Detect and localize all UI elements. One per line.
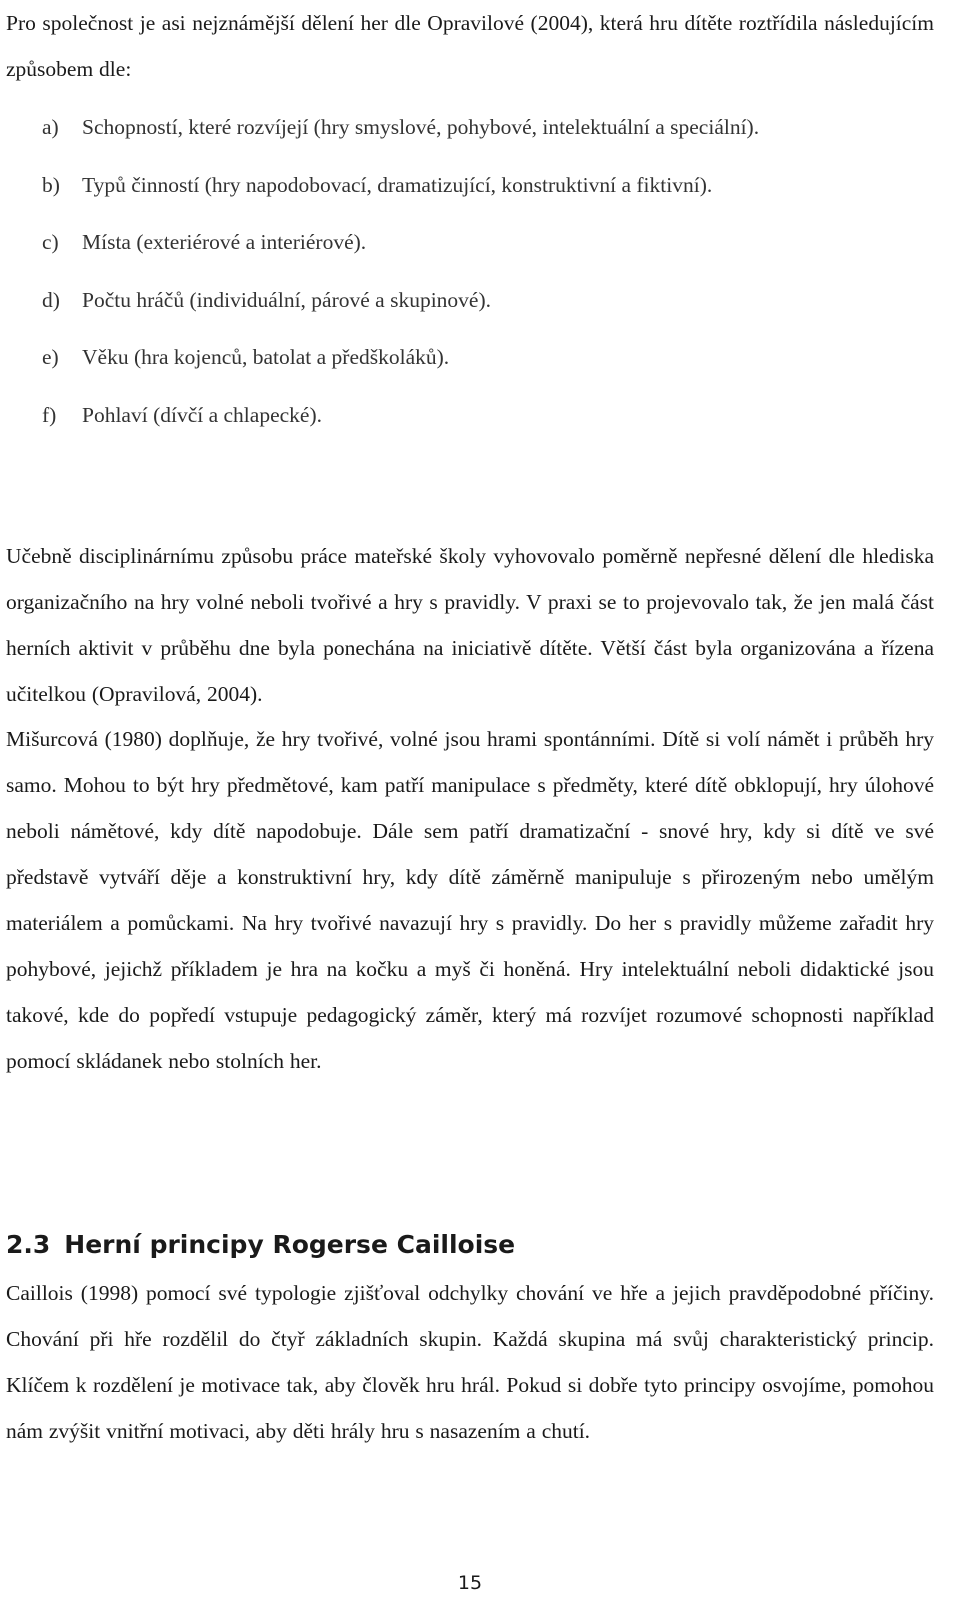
list-marker: b) <box>42 172 60 197</box>
list-item-text: Pohlaví (dívčí a chlapecké). <box>82 402 322 427</box>
list-item <box>42 162 759 220</box>
list-marker: f) <box>42 402 57 427</box>
paragraph-discipline: Učebně disciplinárnímu způsobu práce mateřské školy vyhovovalo poměrně nepřesné dělení dle hlediska organizačního na hry volné neboli tvořivé a hry s pravidly. V praxi se to projevovalo tak, že jen malá část herních aktivit v průběhu dne byla ponechána na iniciativě dítěte. Větší část byla organizována a řízena učitelkou (Opravilová, 2004). <box>6 544 934 706</box>
list-marker: a) <box>42 115 59 139</box>
page-number: 15 <box>457 1572 483 1594</box>
paragraph-caillois: Caillois (1998) pomocí své typologie zjišťoval odchylky chování ve hře a jejich pravděpodobné příčiny. Chování při hře rozdělil do čtyř základních skupin. Každá skupina má svůj charakteristický princip. Klíčem k rozdělení je motivace tak, aby člověk hru hrál. Pokud si dobře tyto principy osvojíme, pomohou nám zvýšit vnitřní motivaci, aby děti hrály hru s nasazením a chutí. <box>6 1281 934 1443</box>
paragraph-misurcova: Mišurcová (1980) doplňuje, že hry tvořivé, volné jsou hrami spontánními. Dítě si volí námět i průběh hry samo. Mohou to být hry předmětové, kam patří manipulace s předměty, které dítě obklopují, hry úlohové neboli námětové, kdy dítě napodobuje. Dále sem patří dramatizační - snové hry, kdy si dítě ve své představě vytváří děje a konstruktivní hry, kdy dítě záměrně manipuluje s přirozeným nebo umělým materiálem a pomůckami. Na hry tvořivé navazují hry s pravidly. Do her s pravidly můžeme zařadit hry pohybové, jejichž příkladem je hra na kočku a myš či honěná. Hry intelektuální neboli didaktické jsou takové, kde do popředí vstupuje pedagogický záměr, který má rozvíjet rozumové schopnosti například pomocí skládanek nebo stolních her. <box>6 727 934 1073</box>
list-item-text: Typů činností (hry napodobovací, dramatizující, konstruktivní a fiktivní). <box>82 172 713 197</box>
section-number: 2.3 <box>6 1230 51 1259</box>
section-heading <box>6 1220 515 1270</box>
game-classification-list <box>42 104 759 449</box>
list-item-text: Schopností, které rozvíjejí (hry smyslové, pohybové, intelektuální a speciální). <box>82 115 760 139</box>
list-item-text: Počtu hráčů (individuální, párové a skupinové). <box>82 287 491 312</box>
list-item-text: Věku (hra kojenců, batolat a předškoláků). <box>82 345 450 369</box>
list-marker: e) <box>42 345 59 369</box>
document-page <box>6 0 934 1610</box>
list-item <box>42 219 759 277</box>
list-item-text: Místa (exteriérové a interiérové). <box>82 230 367 254</box>
list-marker: c) <box>42 230 59 254</box>
list-item <box>42 392 759 450</box>
intro-paragraph: Pro společnost je asi nejznámější dělení her dle Opravilové (2004), která hru dítěte roztřídila následujícím způsobem dle: <box>6 11 934 81</box>
section-title: Herní principy Rogerse Cailloise <box>64 1230 516 1259</box>
list-item <box>42 334 759 392</box>
list-item <box>42 104 759 162</box>
list-item <box>42 277 759 335</box>
list-marker: d) <box>42 287 60 312</box>
